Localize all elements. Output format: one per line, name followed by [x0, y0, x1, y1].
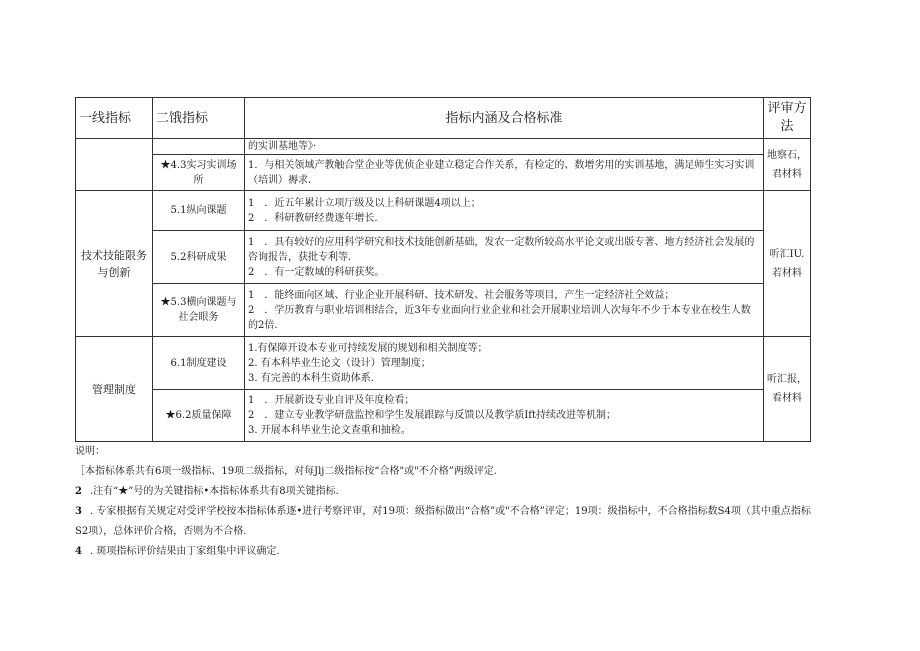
note-number: 4	[75, 546, 82, 557]
row-5-2	[76, 231, 811, 284]
indicator-table	[75, 97, 811, 442]
content-line: 1 ．能终面向区域、行业企业开展科研、技术研发、社会服务等项目，产生一定经济社仝效益；	[248, 289, 675, 301]
row-5-1	[76, 191, 811, 231]
row-4-3	[76, 155, 811, 191]
content-line: 1.有保障开设本专业可持续发展的规划和相关制度等；	[248, 342, 488, 354]
content-line: 1 ．开展新设专业自评及年度检看；	[248, 395, 415, 406]
level2-cell: 5.1纵向课题	[153, 191, 245, 231]
method-cell: 听汇报，看材料	[764, 337, 811, 442]
continuation-content	[245, 139, 764, 155]
level2-empty-cell	[153, 139, 245, 155]
level1-empty-cell	[76, 139, 153, 191]
note-number: 2	[75, 486, 82, 497]
content-line: 2 ．有一定数域的科研获奖。	[248, 266, 385, 278]
content-cell	[245, 337, 764, 390]
header-method: 评审方法	[764, 98, 811, 139]
level1-cell: 管理制度	[76, 337, 153, 442]
header-level1: 一线指标	[76, 98, 153, 139]
content-cell	[245, 191, 764, 231]
content-cell	[245, 284, 764, 337]
method-cell: 听汇IU.若材料	[764, 191, 811, 337]
header-level2: 二饿指标	[153, 98, 245, 139]
content-line: 2 ．建立专业教学研盘监控和学生发展跟踪与反馈以及教学质Ift持续改进等机制；	[248, 410, 617, 421]
note-4	[75, 542, 815, 562]
row-5-3	[76, 284, 811, 337]
content-line: 3. 开展本科毕业生论文查重和抽检。	[248, 425, 411, 436]
header-content: 指标内涵及合格标准	[245, 98, 764, 139]
level2-cell: ★5.3横向课题与社会眼务	[153, 284, 245, 337]
content-line: 2 ．学历教育与职业培训相结合，近3年专业面向行业企业和社会开展职业培训人次每年不少于本专业在校生人数的2倍.	[248, 304, 751, 331]
method-cell: 地察石，君材料	[764, 139, 811, 191]
content-line: 2 ．科研教研经费逐年增长.	[248, 212, 378, 224]
content-line: 1 ．具有较好的应用科学研究和技术技能创新基础，发农一定数所较高水平论文或出版专著、地方经济社会发展的咨询报告，获批专利等.	[248, 236, 755, 263]
notes-section	[75, 442, 815, 562]
note-number: 3	[75, 506, 82, 517]
level2-cell: 6.1制度建设	[153, 337, 245, 390]
note-text: . 斑项指标评价结果由丁家组集中评议确定.	[89, 546, 280, 557]
content-line: 1．与相关领域产教触合堂企业等优侦企业建立稳定合作关系，有检定的、数增劣用的实训基地，满足师生实习实训（培训）褥求.	[248, 159, 755, 186]
content-line: 的实训基地等》·	[248, 141, 317, 152]
level2-cell: ★4.3实习实训场所	[153, 155, 245, 191]
note-3	[75, 502, 815, 542]
row-6-1	[76, 337, 811, 390]
content-cell	[245, 231, 764, 284]
note-1: ［本指标体系共有6项一级指标、19项二级指标，对每Jlj二级指标按“合格"或"不介格”两级评定.	[75, 466, 497, 477]
level2-cell: 5.2科研成果	[153, 231, 245, 284]
notes-title: 说明：	[75, 446, 105, 457]
content-line: 1 ．近五年累计立项厅级及以上科研课题4项以上；	[248, 197, 481, 209]
continuation-row	[76, 139, 811, 155]
note-text: . 专家根据有关规定对受评学校按本指标体系逐•进行考察评审，对19项：级指标做出“合格”或"不合格”评定；19项：级指标中，不合格指标数S4项（其中重点指标S2项），总体评价合格，否则为不合格.	[75, 506, 811, 537]
note-2	[75, 482, 815, 502]
content-cell	[245, 155, 764, 191]
content-cell	[245, 390, 764, 442]
content-line: 3. 有完善的本科生资助体系.	[248, 372, 374, 384]
content-line: 2. 有本科毕业生论文（设计）管理制度；	[248, 357, 431, 369]
header-row	[76, 98, 811, 139]
level2-cell: ★6.2质量保障	[153, 390, 245, 442]
note-text: .注有“★”号的为关键指标•本指标体系共有8项关键指标.	[89, 486, 339, 497]
row-6-2	[76, 390, 811, 442]
level1-cell: 技术技能限务与创新	[76, 191, 153, 337]
